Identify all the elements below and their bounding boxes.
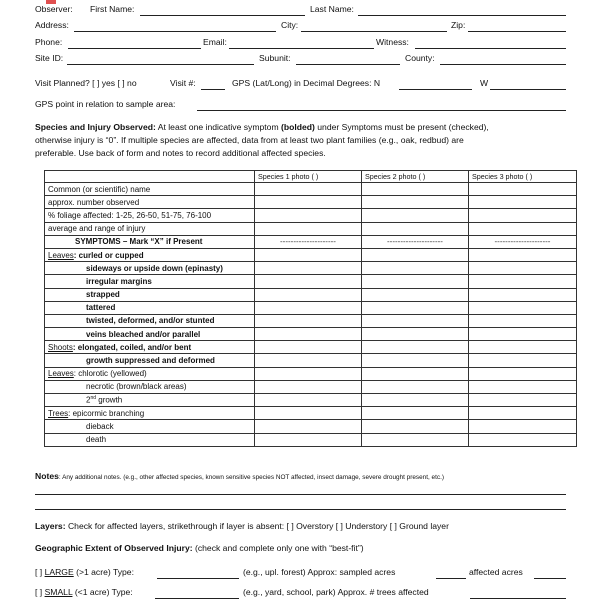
row-label-trees [45,407,255,420]
table-row [45,380,577,393]
extent-line [35,543,364,553]
gps-w-label: W [480,78,489,88]
header-blank [45,171,255,183]
site-id-label: Site ID: [35,53,64,63]
row-label: % foliage affected: 1-25, 26-50, 51-75, 76-100 [45,209,255,222]
notes-line-2[interactable] [35,509,566,510]
symptom-chlorotic: : chlorotic (yellowed) [73,369,147,379]
cell[interactable] [469,433,577,446]
species-intro-line3: preferable. Use back of form and notes to record additional affected species. [35,148,326,158]
row-label [45,301,255,314]
cell[interactable] [469,394,577,407]
table-row [45,354,577,367]
symptom-veins: veins bleached and/or parallel [86,329,201,339]
cell[interactable] [469,354,577,367]
large-extent-line[interactable] [35,567,134,577]
cell[interactable] [469,367,577,380]
row-label [45,328,255,341]
table-row [45,314,577,327]
cell[interactable] [362,394,469,407]
cell[interactable] [362,341,469,354]
cell[interactable] [255,288,362,301]
table-row [45,328,577,341]
species-intro-text: At least one indicative symptom [155,122,281,132]
cell[interactable] [362,209,469,222]
row-label [45,275,255,288]
cell[interactable] [469,407,577,420]
layers-options[interactable]: Check for affected layers, strikethrough if layer is absent: [ ] Overstory [ ] Understory [ ] Ground layer [65,521,449,531]
phone-field[interactable] [68,48,201,49]
cell[interactable] [469,275,577,288]
small-type-field[interactable] [155,598,239,599]
layers-label: Layers: [35,521,66,531]
cell[interactable] [469,380,577,393]
row-label [45,288,255,301]
symptom-curled: : curled or cupped [73,250,144,260]
table-row [45,367,577,380]
dash-cell: --------------------- [362,235,469,248]
col-header-species-3: Species 3 photo ( ) [469,171,577,183]
cell[interactable] [362,196,469,209]
cell[interactable] [362,222,469,235]
email-label: Email: [203,37,227,47]
species-intro-line1 [35,122,489,132]
gps-n-field[interactable] [399,89,472,90]
cell[interactable] [255,222,362,235]
notes-text: : Any additional notes. (e.g., other affected species, known sensitive species NOT affected, insect damage, severe drought present, etc.) [58,474,444,481]
cell[interactable] [255,262,362,275]
dash-cell: --------------------- [469,235,577,248]
table-row [45,248,577,261]
county-field[interactable] [440,64,566,65]
cell[interactable] [255,433,362,446]
gps-point-field[interactable] [197,110,566,111]
small-extent-line[interactable] [35,587,133,597]
row-label: dieback [45,420,255,433]
table-row [45,407,577,420]
large-type-field[interactable] [157,578,239,579]
gps-label: GPS (Lat/Long) in Decimal Degrees: N [232,78,381,88]
table-row [45,183,577,196]
cell[interactable] [255,314,362,327]
cell[interactable] [255,354,362,367]
row-label-second-growth [45,394,255,407]
cell[interactable] [255,367,362,380]
large-checkbox[interactable]: [ ] [35,567,45,577]
row-label: approx. number observed [45,196,255,209]
col-header-species-2: Species 2 photo ( ) [362,171,469,183]
row-label-leaves-2 [45,367,255,380]
cell[interactable] [469,288,577,301]
shoots-category: Shoots [48,342,73,352]
table-row [45,262,577,275]
cell[interactable] [362,262,469,275]
cell[interactable] [362,314,469,327]
cell[interactable] [255,394,362,407]
table-row [45,222,577,235]
cell[interactable] [255,420,362,433]
cell[interactable] [255,183,362,196]
table-row [45,433,577,446]
cell[interactable] [362,407,469,420]
address-field[interactable] [74,31,276,32]
small-type-label: (<1 acre) Type: [72,587,133,597]
cell[interactable] [469,301,577,314]
extent-label: Geographic Extent of Observed Injury: [35,543,193,553]
table-row [45,394,577,407]
last-name-label: Last Name: [310,4,354,14]
cell[interactable] [362,301,469,314]
cell[interactable] [362,380,469,393]
layers-line [35,521,449,531]
notes-line-1[interactable] [35,494,566,495]
observer-label: Observer: [35,4,73,14]
table-row [45,196,577,209]
table-row [45,275,577,288]
row-label-leaves [45,248,255,261]
city-label: City: [281,20,299,30]
table-header-row [45,171,577,183]
cell[interactable] [255,301,362,314]
cell[interactable] [469,314,577,327]
row-label [45,354,255,367]
symptoms-heading [45,235,255,248]
dash-cell: --------------------- [255,235,362,248]
extent-instructions: (check and complete only one with “best-fit”) [192,543,364,553]
witness-field[interactable] [415,48,566,49]
affected-acres-label: affected acres [469,567,523,577]
cell[interactable] [469,328,577,341]
species-intro-text-2: under Symptoms must be present (checked), [314,122,489,132]
cell[interactable] [255,248,362,261]
symptom-tattered: tattered [86,303,116,313]
symptom-epicormic: : epicormic branching [68,408,145,418]
species-intro-heading: Species and Injury Observed: [35,122,156,132]
trees-category: Trees [48,408,69,418]
large-label: LARGE [44,567,74,577]
table-row [45,235,577,248]
table-row [45,420,577,433]
cell[interactable] [469,262,577,275]
zip-field[interactable] [468,31,566,32]
cell[interactable] [255,380,362,393]
subunit-label: Subunit: [259,53,291,63]
gps-w-field[interactable] [490,89,566,90]
sampled-acres-field[interactable] [436,578,466,579]
last-name-field[interactable] [358,15,566,16]
site-id-field[interactable] [67,64,254,65]
cell[interactable] [362,433,469,446]
address-label: Address: [35,20,69,30]
cell[interactable] [362,275,469,288]
species-injury-table [44,170,577,447]
symptom-elongated: : elongated, coiled, and/or bent [72,342,192,352]
cell[interactable] [469,420,577,433]
visit-number-field[interactable] [201,89,225,90]
table-row [45,209,577,222]
leaves-category: Leaves [48,250,74,260]
notes-label: Notes [35,471,59,481]
row-label-shoots [45,341,255,354]
leaves-category-2: Leaves [48,369,74,379]
cell[interactable] [469,248,577,261]
large-eg-label: (e.g., upl. forest) Approx: sampled acres [243,567,396,577]
cell[interactable] [362,183,469,196]
cell[interactable] [255,328,362,341]
cell[interactable] [469,196,577,209]
symptom-twisted: twisted, deformed, and/or stunted [86,316,215,326]
cell[interactable] [362,367,469,380]
small-eg-label: (e.g., yard, school, park) Approx. # trees affected [243,587,429,597]
small-checkbox[interactable]: [ ] [35,587,45,597]
gps-point-label: GPS point in relation to sample area: [35,99,176,109]
cell[interactable] [362,420,469,433]
trees-affected-field[interactable] [470,598,566,599]
symptom-irregular: irregular margins [86,276,152,286]
symptom-strapped: strapped [86,290,120,300]
symptoms-text: SYMPTOMS – Mark “X” if Present [75,237,203,247]
first-name-label: First Name: [90,4,135,14]
table-row [45,301,577,314]
notes-line [35,471,444,481]
large-type-label: (>1 acre) Type: [73,567,134,577]
cell[interactable] [255,196,362,209]
first-name-field[interactable] [140,15,305,16]
cell[interactable] [255,407,362,420]
small-label: SMALL [44,587,73,597]
email-field[interactable] [229,48,374,49]
second-sup: nd [90,395,97,402]
species-intro-line2: otherwise injury is “0”. If multiple species are affected, data from at least two plant families (e.g., oak, redbud) are [35,135,464,145]
visit-planned-checkboxes[interactable]: Visit Planned? [ ] yes [ ] no [35,78,137,88]
visit-number-label: Visit #: [170,78,196,88]
zip-label: Zip: [451,20,466,30]
affected-acres-field[interactable] [534,578,566,579]
cell[interactable] [362,248,469,261]
city-field[interactable] [301,31,447,32]
cell[interactable] [469,209,577,222]
table-row [45,288,577,301]
witness-label: Witness: [376,37,409,47]
row-label [45,262,255,275]
row-label: Common (or scientific) name [45,183,255,196]
row-label [45,314,255,327]
species-intro-bolded: (bolded) [281,122,315,132]
cell[interactable] [255,209,362,222]
cell[interactable] [255,275,362,288]
col-header-species-1: Species 1 photo ( ) [255,171,362,183]
cell[interactable] [362,288,469,301]
second-num: 2 [86,395,91,405]
cell[interactable] [362,328,469,341]
symptom-sideways: sideways or upside down (epinasty) [86,263,223,273]
subunit-field[interactable] [296,64,400,65]
table-row [45,341,577,354]
row-label: death [45,433,255,446]
cell[interactable] [469,183,577,196]
cell[interactable] [255,341,362,354]
row-label: average and range of injury [45,222,255,235]
row-label: necrotic (brown/black areas) [45,380,255,393]
cell[interactable] [469,341,577,354]
county-label: County: [405,53,435,63]
phone-label: Phone: [35,37,63,47]
cell[interactable] [362,354,469,367]
symptom-growth: growth suppressed and deformed [86,356,215,366]
second-growth: growth [96,395,123,405]
cell[interactable] [469,222,577,235]
